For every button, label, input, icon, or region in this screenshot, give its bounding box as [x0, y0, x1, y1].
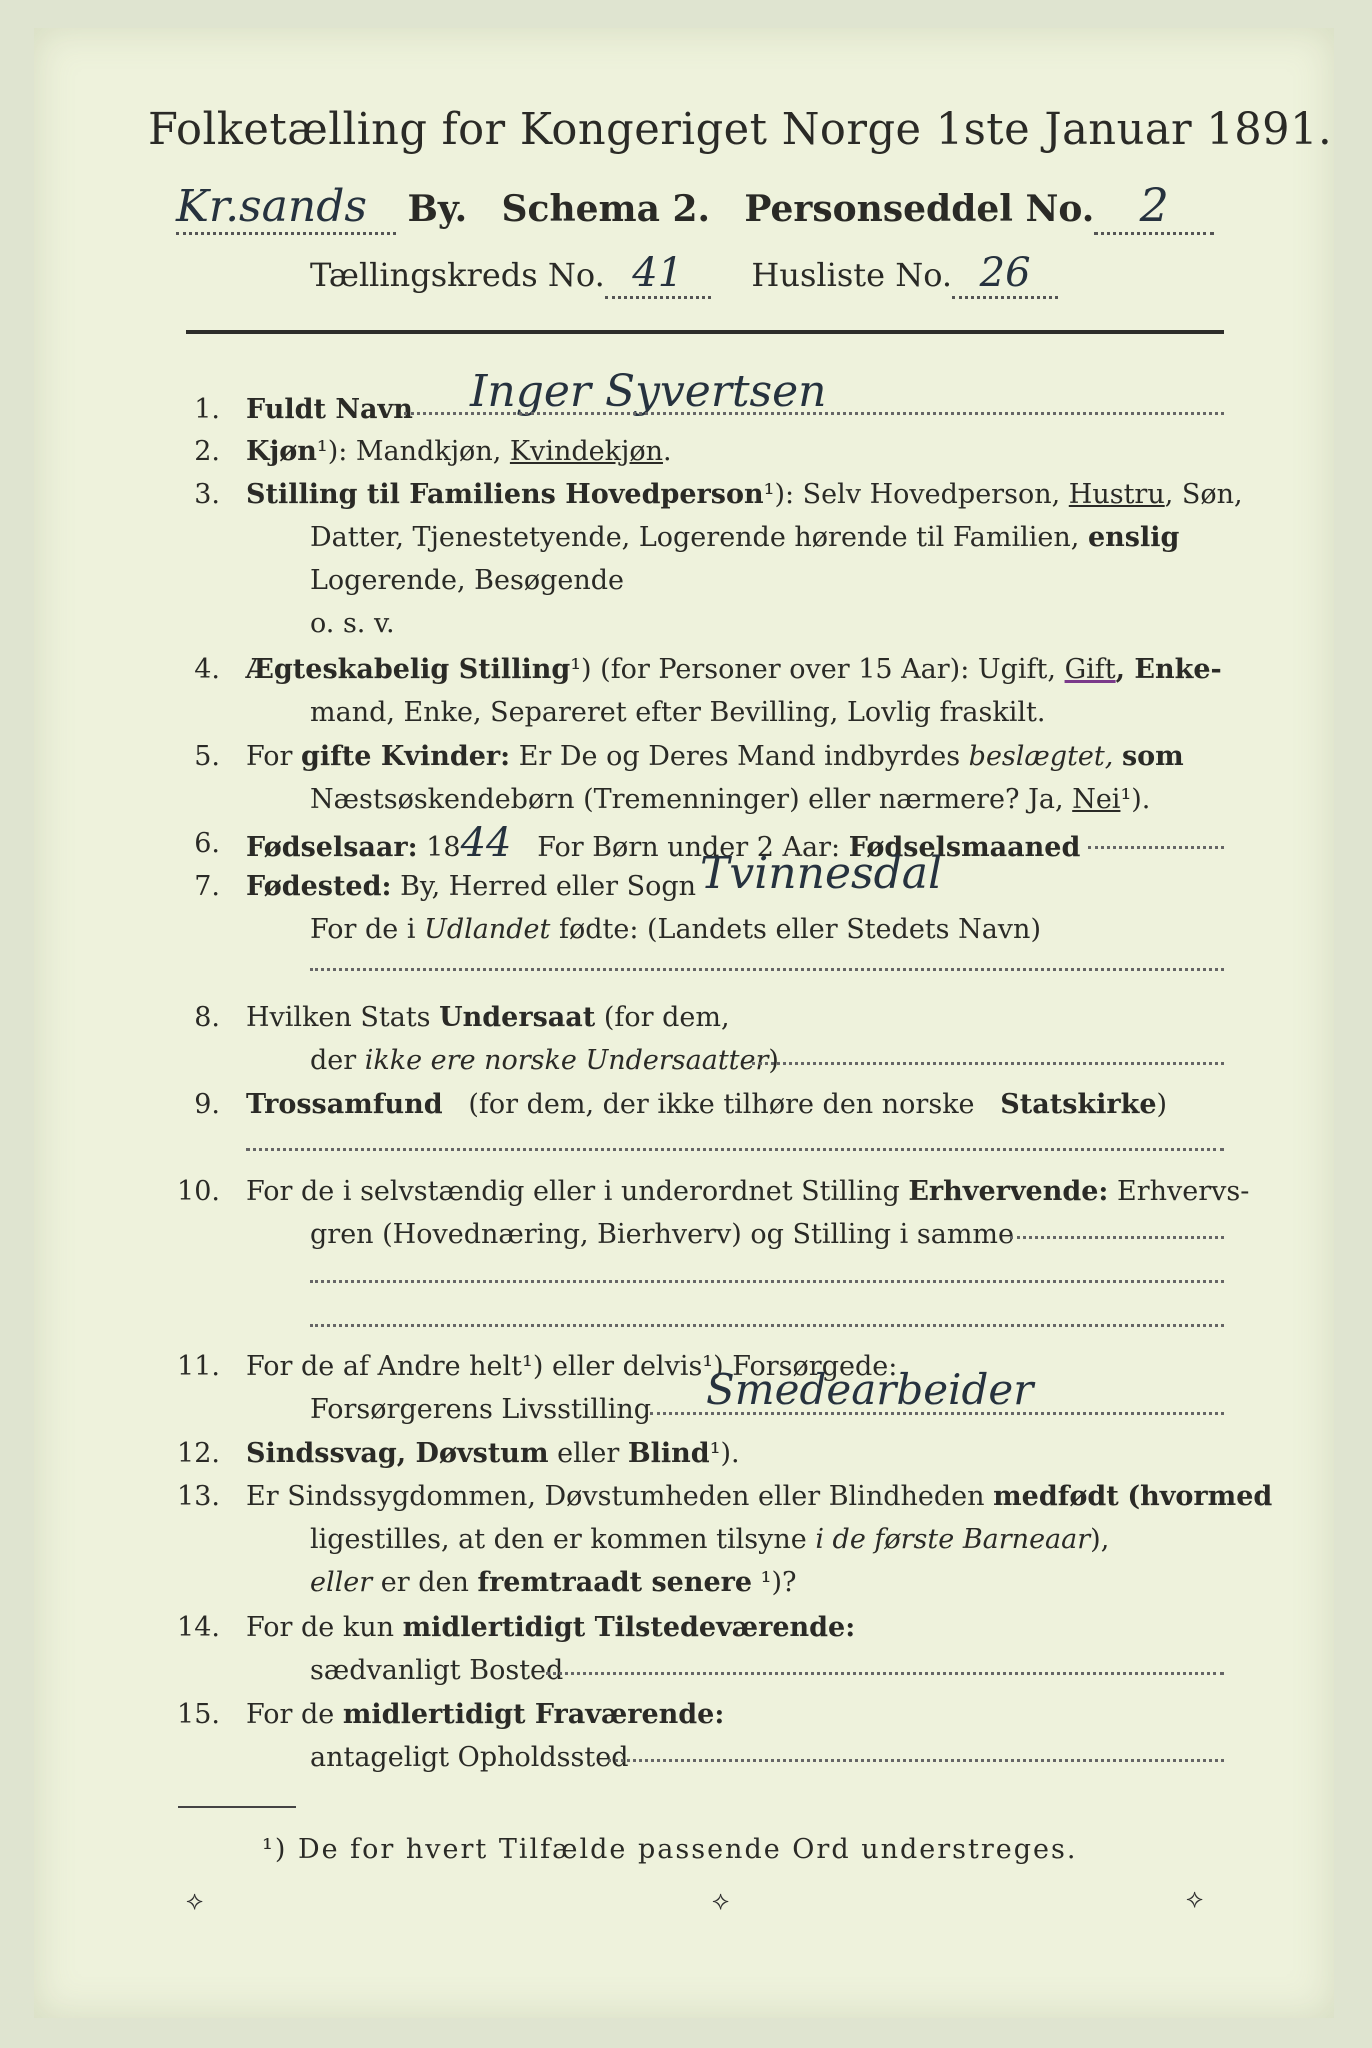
personseddel-label: Personseddel No. [744, 188, 1095, 230]
marital-selected: Gift [1064, 654, 1116, 685]
occupation-line-2: gren (Hovednæring, Bierhverv) og Stilling i samme [310, 1219, 1015, 1250]
kinship-question-2: Næstsøskendebørn (Tremenninger) eller nærmere? Ja, [310, 784, 1064, 815]
birth-year-prefix: 18 [426, 832, 461, 863]
probable-residence-label: antageligt Opholdssted [310, 1742, 629, 1773]
abroad-italic: Udlandet [424, 914, 551, 945]
husliste-number: 26 [952, 250, 1058, 299]
town-row [176, 178, 1214, 235]
religion-line-dots [246, 1148, 1224, 1151]
occupation-line-1 [246, 1170, 1249, 1213]
usual-residence-line [546, 1672, 1224, 1675]
item-number: 11. [177, 1351, 220, 1382]
temporary-absent-line [246, 1693, 724, 1736]
item-number: 6. [194, 828, 220, 859]
kreds-number: 41 [605, 250, 711, 299]
kreds-label: Tællingskreds No. [310, 256, 605, 294]
religion-text: (for dem, der ikke tilhøre den norske [468, 1089, 975, 1120]
position-selected: Hustru [1068, 479, 1165, 510]
position-line-4: o. s. v. [310, 608, 395, 639]
congenital-line-1 [246, 1475, 1272, 1518]
congenital-line-2 [310, 1518, 1109, 1561]
full-name-value: Inger Syvertsen [470, 366, 827, 417]
position-options-2: , Søn, [1164, 479, 1243, 510]
kinship-label: gifte Kvinder: [301, 741, 511, 772]
birthplace-value: Tvinnesdal [700, 848, 943, 899]
full-name-line [404, 412, 1224, 415]
birth-month-line [1088, 846, 1224, 849]
congenital-text: Er Sindssygdommen, Døvstumheden eller Blindheden [246, 1481, 985, 1512]
sex-line: Kjøn¹): Mandkjøn, Kvindekjøn. [246, 436, 672, 467]
full-name-label: Fuldt Navn [246, 394, 413, 425]
probable-residence-line [608, 1759, 1224, 1762]
congenital-text-3: er den [380, 1567, 469, 1598]
occupation-dots-2 [310, 1280, 1224, 1283]
religion-label: Trossamfund [246, 1089, 443, 1120]
birth-year-line [246, 822, 1080, 869]
citizenship-line-2 [310, 1039, 779, 1082]
disability-line [246, 1432, 740, 1475]
position-line-2 [310, 516, 1179, 559]
item-number: 7. [194, 871, 220, 902]
citizenship-text: Hvilken Stats [246, 1002, 431, 1033]
support-value: Smedearbeider [706, 1365, 1034, 1414]
marital-label: Ægteskabelig Stilling [246, 654, 571, 685]
position-options: ¹): Selv Hovedperson, [763, 479, 1061, 510]
congenital-later: fremtraadt senere [477, 1567, 753, 1598]
birthplace-label: Fødested: [246, 871, 392, 902]
kinship-selected: Nei [1072, 784, 1121, 815]
corner-mark-left: ⟡ [186, 1886, 204, 1916]
religion-line: Trossamfund (for dem, der ikke tilhøre den norske Statskirke) [246, 1089, 1168, 1120]
item-number: 14. [177, 1612, 220, 1643]
congenital-hvormed: (hvormed [1127, 1481, 1273, 1512]
citizenship-paren: ) [768, 1045, 779, 1076]
birth-year-label: Fødselsaar: [246, 832, 418, 863]
position-label: Stilling til Familiens Hovedperson [246, 479, 764, 510]
occupation-dots-3 [310, 1324, 1224, 1327]
sex-selected: Kvindekjøn [509, 436, 663, 467]
citizenship-text-2: (for dem, [603, 1002, 730, 1033]
citizenship-label: Undersaat [439, 1002, 596, 1033]
sex-label: Kjøn [246, 436, 317, 467]
citizenship-italic: ikke ere norske Undersaatter [364, 1045, 769, 1076]
marital-options: ¹) (for Personer over 15 Aar): Ugift, [570, 654, 1056, 685]
position-options-3: Datter, Tjenestetyende, Logerende hørende til Familien, [310, 522, 1080, 553]
kinship-question: Er De og Deres Mand indbyrdes [518, 741, 961, 772]
temporary-absent-label: midlertidigt Fraværende: [342, 1699, 725, 1730]
marital-line-2: mand, Enke, Separeret efter Bevilling, Lovlig fraskilt. [310, 697, 1046, 728]
religion-statskirke: Statskirke [1000, 1089, 1157, 1120]
congenital-label: medfødt [993, 1481, 1119, 1512]
birthplace-line [246, 865, 696, 908]
congenital-italic: i de første Barneaar [815, 1524, 1091, 1555]
birth-month-label-2: Fødselsmaaned [848, 832, 1081, 863]
temporary-absent-text: For de [246, 1699, 335, 1730]
position-line-1 [246, 473, 1243, 516]
temporary-present-label: midlertidigt Tilstedeværende: [402, 1612, 856, 1643]
kinship-italic: beslægtet, [968, 741, 1114, 772]
kinship-som: som [1121, 741, 1184, 772]
item-number: 12. [177, 1438, 220, 1469]
form-title: Folketælling for Kongeriget Norge 1ste Januar 1891. [148, 104, 1333, 155]
occupation-text: For de i selvstændig eller i underordnet Stilling [246, 1176, 900, 1207]
corner-mark-center: ⟡ [712, 1886, 730, 1916]
personseddel-number: 2 [1094, 178, 1214, 235]
disability-eller: eller [557, 1438, 620, 1469]
occupation-label: Erhvervende: [908, 1176, 1109, 1207]
item-number: 2. [194, 436, 220, 467]
abroad-line-dots [310, 968, 1224, 971]
congenital-paren: ), [1090, 1524, 1110, 1555]
abroad-text: fødte: (Landets eller Stedets Navn) [558, 914, 1041, 945]
birthplace-options: By, Herred eller Sogn [400, 871, 697, 902]
schema-label: Schema 2. [501, 188, 711, 230]
disability-note: ¹). [709, 1438, 740, 1469]
abroad-for: For de i [310, 914, 416, 945]
by-label: By. [407, 188, 468, 230]
congenital-line-3 [310, 1561, 797, 1604]
item-number: 10. [177, 1176, 220, 1207]
kinship-for: For [246, 741, 293, 772]
support-line-1: For de af Andre helt¹) eller delvis¹) Forsørgede: [246, 1351, 898, 1382]
citizenship-line-dots [752, 1062, 1224, 1065]
husliste-label: Husliste No. [751, 256, 953, 294]
temporary-present-text: For de kun [246, 1612, 394, 1643]
disability-blind: Blind [627, 1438, 710, 1469]
corner-mark-right: ⟡ [1186, 1884, 1204, 1914]
congenital-note: ¹)? [760, 1567, 797, 1598]
birth-year-value: 44 [460, 820, 512, 866]
footnote-rule [178, 1806, 296, 1808]
item-number: 8. [194, 1002, 220, 1033]
header-rule [186, 330, 1224, 334]
kreds-row [310, 250, 1058, 299]
position-line-3: Logerende, Besøgende [310, 565, 624, 596]
marital-options-2: , Enke- [1115, 654, 1222, 685]
citizenship-der: der [310, 1045, 357, 1076]
item-number: 5. [194, 741, 220, 772]
disability-label: Sindssvag, Døvstum [246, 1438, 549, 1469]
support-line-dots [650, 1412, 1224, 1415]
citizenship-line-1 [246, 996, 730, 1039]
congenital-eller: eller [310, 1567, 373, 1598]
birth-month-label-1: For Børn under 2 Aar: [537, 832, 841, 863]
kinship-line-2 [310, 778, 1150, 821]
town-handwritten: Kr.sands [176, 181, 396, 235]
abroad-line [310, 908, 1041, 951]
occupation-text-2: Erhvervs- [1117, 1176, 1250, 1207]
item-number: 13. [177, 1481, 220, 1512]
temporary-present-line [246, 1606, 855, 1649]
item-number: 9. [194, 1089, 220, 1120]
kinship-note: ¹). [1120, 784, 1151, 815]
footnote: ¹) De for hvert Tilfælde passende Ord understreges. [262, 1834, 1078, 1865]
marital-line-1 [246, 648, 1222, 691]
congenital-text-2: ligestilles, at den er kommen tilsyne [310, 1524, 807, 1555]
item-number: 4. [194, 654, 220, 685]
usual-residence-label: sædvanligt Bosted [310, 1655, 564, 1686]
item-number: 3. [194, 479, 220, 510]
support-line-2: Forsørgerens Livsstilling [310, 1394, 652, 1425]
item-number: 15. [177, 1699, 220, 1730]
sex-options: ¹): Mandkjøn, [316, 436, 502, 467]
item-number: 1. [194, 394, 220, 425]
position-enslig: enslig [1087, 522, 1180, 553]
kinship-line-1 [246, 735, 1184, 778]
occupation-dots-1 [1010, 1236, 1224, 1239]
